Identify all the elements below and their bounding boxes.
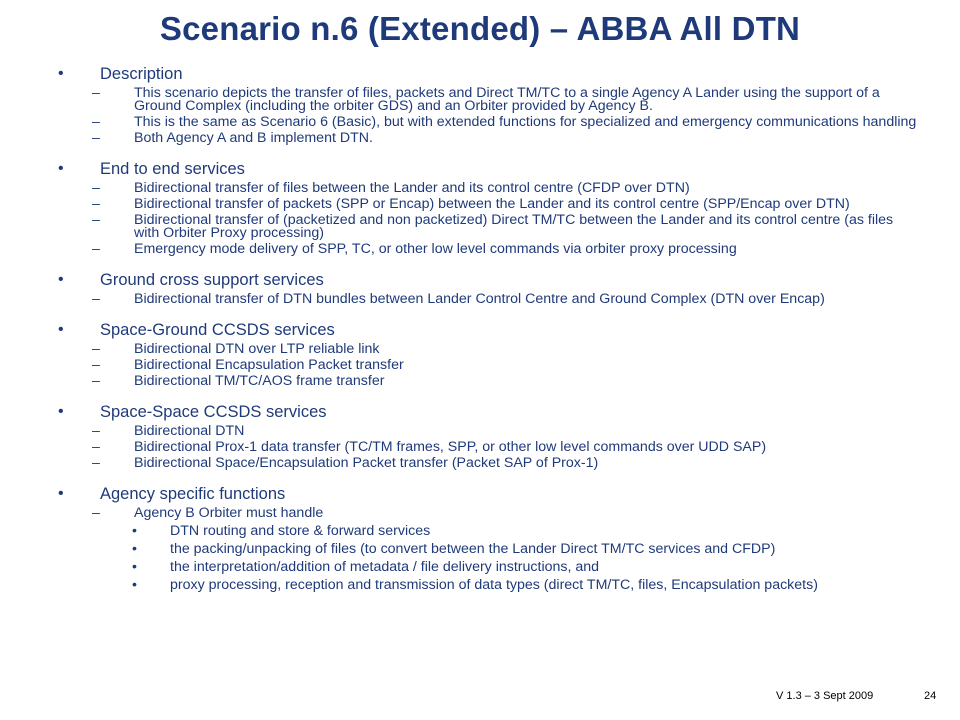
version-label: V 1.3 – 3 Sept 2009 (776, 690, 874, 702)
list-item (58, 182, 918, 195)
dash-icon: – (92, 455, 100, 471)
bullet-icon: • (58, 160, 64, 177)
list-item-text: Bidirectional DTN (134, 423, 245, 439)
bullet-icon: • (58, 485, 64, 502)
item-list (58, 293, 918, 306)
list-item-text: This is the same as Scenario 6 (Basic), but with extended functions for specialized and emergency communications handling (134, 114, 917, 130)
list-item-text: Both Agency A and B implement DTN. (134, 130, 373, 146)
list-item-text: Bidirectional Encapsulation Packet transfer (134, 357, 404, 373)
section-5 (58, 484, 918, 592)
section-heading-text: End to end services (100, 160, 245, 178)
item-list (58, 182, 918, 256)
list-item-text: Bidirectional Prox-1 data transfer (TC/TM frames, SPP, or other low level commands over UDD SAP) (134, 439, 767, 455)
list-item (58, 425, 918, 438)
dash-icon: – (92, 114, 100, 130)
sub-list-item-text: the packing/unpacking of files (to convert between the Lander Direct TM/TC services and CFDP) (170, 541, 776, 557)
section-heading-text: Agency specific functions (100, 485, 286, 503)
list-item (58, 116, 918, 129)
list-item-text: This scenario depicts the transfer of files, packets and Direct TM/TC to a single Agency A Lander using the support of a Ground Complex (including the orbiter GDS) and an Orbiter provided by Agency B. (134, 85, 880, 114)
list-item-text: Bidirectional transfer of (packetized and non packetized) Direct TM/TC between the Lander and its control centre (as files with Orbiter Proxy processing) (134, 212, 894, 241)
section-heading (58, 402, 918, 422)
page-number: 24 (924, 690, 937, 702)
dash-icon: – (92, 439, 100, 455)
dash-icon: – (92, 241, 100, 257)
bullet-icon: • (58, 65, 64, 82)
section-heading (58, 159, 918, 179)
bullet-icon: • (132, 541, 137, 557)
list-item (58, 243, 918, 256)
item-list (58, 87, 918, 145)
section-1 (58, 159, 918, 256)
sub-list-item-text: the interpretation/addition of metadata / file delivery instructions, and (170, 559, 600, 575)
list-item (58, 457, 918, 470)
bullet-icon: • (132, 523, 137, 539)
sub-list-item-text: proxy processing, reception and transmission of data types (direct TM/TC, files, Encapsulation packets) (170, 577, 818, 593)
section-heading-text: Description (100, 65, 183, 83)
dash-icon: – (92, 291, 100, 307)
section-heading (58, 320, 918, 340)
section-heading-text: Space-Space CCSDS services (100, 403, 327, 421)
item-list (58, 507, 918, 592)
dash-icon: – (92, 373, 100, 389)
dash-icon: – (92, 180, 100, 196)
list-item (58, 87, 918, 113)
list-item-text: Bidirectional transfer of files between the Lander and its control centre (CFDP over DTN) (134, 180, 690, 196)
bullet-icon: • (132, 577, 137, 593)
dash-icon: – (92, 212, 100, 228)
list-item (58, 132, 918, 145)
list-item-text: Emergency mode delivery of SPP, TC, or other low level commands via orbiter proxy processing (134, 241, 737, 257)
list-item (58, 198, 918, 211)
section-heading (58, 270, 918, 290)
section-0 (58, 64, 918, 145)
section-heading-text: Space-Ground CCSDS services (100, 321, 335, 339)
list-item-text: Agency B Orbiter must handle (134, 505, 324, 521)
sub-list-item (58, 543, 918, 556)
dash-icon: – (92, 85, 100, 101)
dash-icon: – (92, 196, 100, 212)
bullet-icon: • (58, 403, 64, 420)
section-heading (58, 64, 918, 84)
section-heading-text: Ground cross support services (100, 271, 324, 289)
slide-content (58, 64, 918, 606)
sub-item-list (134, 525, 918, 592)
bullet-icon: • (132, 559, 137, 575)
item-list (58, 425, 918, 470)
list-item-text: Bidirectional DTN over LTP reliable link (134, 341, 380, 357)
sub-list-item (58, 525, 918, 538)
dash-icon: – (92, 423, 100, 439)
bullet-icon: • (58, 271, 64, 288)
list-item (58, 507, 918, 592)
list-item-text: Bidirectional TM/TC/AOS frame transfer (134, 373, 385, 389)
sub-list-item-text: DTN routing and store & forward services (170, 523, 431, 539)
list-item-text: Bidirectional transfer of packets (SPP or Encap) between the Lander and its control centre (SPP/Encap over DTN) (134, 196, 850, 212)
section-4 (58, 402, 918, 470)
list-item (58, 359, 918, 372)
dash-icon: – (92, 357, 100, 373)
list-item (58, 375, 918, 388)
slide-title: Scenario n.6 (Extended) – ABBA All DTN (159, 10, 801, 47)
bullet-icon: • (58, 321, 64, 338)
dash-icon: – (92, 341, 100, 357)
list-item (58, 214, 918, 240)
list-item-text: Bidirectional Space/Encapsulation Packet transfer (Packet SAP of Prox-1) (134, 455, 599, 471)
section-3 (58, 320, 918, 388)
item-list (58, 343, 918, 388)
dash-icon: – (92, 505, 100, 521)
list-item (58, 293, 918, 306)
section-2 (58, 270, 918, 306)
section-heading (58, 484, 918, 504)
list-item (58, 441, 918, 454)
list-item (58, 343, 918, 356)
sub-list-item (58, 561, 918, 574)
list-item-text: Bidirectional transfer of DTN bundles between Lander Control Centre and Ground Complex (DTN over Encap) (134, 291, 825, 307)
sub-list-item (58, 579, 918, 592)
dash-icon: – (92, 130, 100, 146)
